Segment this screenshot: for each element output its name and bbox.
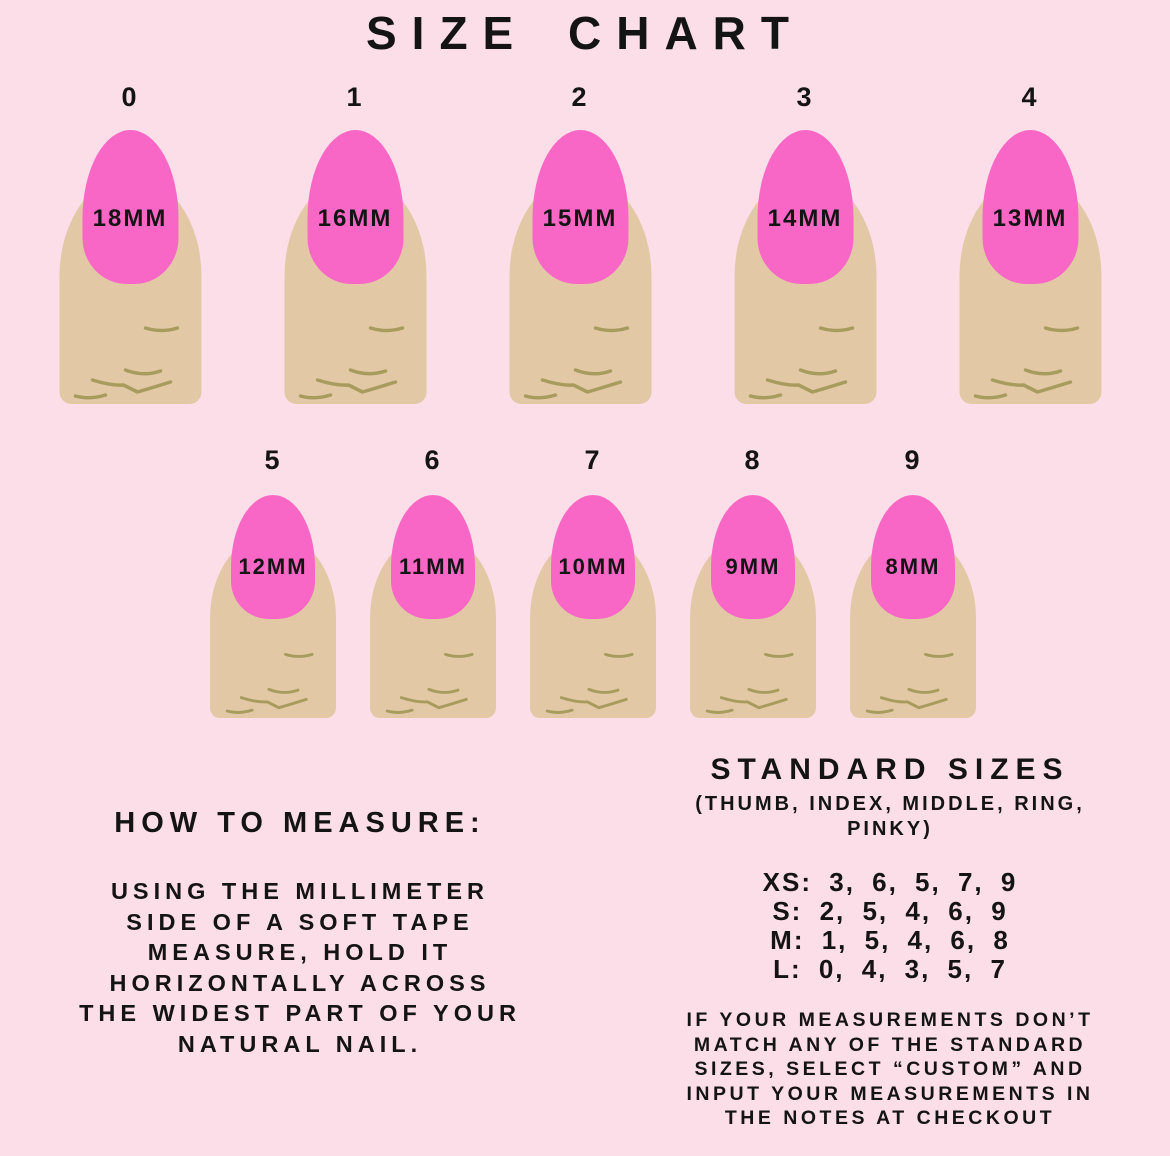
size-number: 0 — [121, 82, 139, 112]
finger-column-1 — [243, 80, 468, 404]
how-to-measure-body — [30, 876, 570, 1059]
size-number: 6 — [424, 445, 442, 475]
size-number: 3 — [796, 82, 814, 112]
finger-column-5 — [193, 443, 353, 718]
size-number: 5 — [264, 445, 282, 475]
finger-illustration — [280, 130, 430, 404]
custom-size-note-line: THE NOTES AT CHECKOUT — [724, 1107, 1056, 1129]
how-to-measure-line: MEASURE, HOLD IT — [147, 939, 453, 965]
finger-column-8 — [673, 443, 833, 718]
nail-size-label: 14MM — [767, 205, 843, 233]
finger-column-7 — [513, 443, 673, 718]
how-to-measure-line: THE WIDEST PART OF YOUR — [79, 1000, 521, 1026]
finger-column-0 — [18, 80, 243, 404]
how-to-measure-line: HORIZONTALLY ACROSS — [109, 969, 491, 996]
finger-crease-lines — [59, 282, 201, 402]
finger-column-3 — [693, 80, 918, 404]
standard-sizes-subheading-line: PINKY) — [847, 818, 933, 840]
finger-crease-lines — [850, 616, 976, 716]
custom-size-note — [630, 1008, 1150, 1131]
size-number: 1 — [346, 82, 364, 112]
finger-crease-lines — [690, 616, 816, 716]
nail-shape — [391, 495, 475, 619]
finger-column-9 — [833, 443, 993, 718]
finger-crease-lines — [370, 616, 496, 716]
nail-size-label: 18MM — [92, 205, 168, 233]
how-to-measure-line: SIDE OF A SOFT TAPE — [126, 908, 474, 935]
nail-shape — [757, 130, 853, 284]
standard-sizes-list — [630, 868, 1150, 984]
nail-shape — [551, 495, 635, 619]
standard-sizes-section — [630, 752, 1150, 1131]
finger-illustration — [206, 495, 340, 718]
finger-crease-lines — [284, 282, 426, 402]
finger-crease-lines — [509, 282, 651, 402]
custom-size-note-line: SIZES, SELECT “CUSTOM” AND — [694, 1058, 1086, 1080]
finger-illustration — [505, 130, 655, 404]
how-to-measure-line: USING THE MILLIMETER — [110, 878, 490, 904]
size-number: 2 — [571, 82, 589, 112]
nail-shape — [532, 130, 628, 284]
how-to-measure-section — [30, 806, 570, 1059]
size-number: 8 — [744, 445, 762, 475]
nail-size-label: 11MM — [399, 553, 467, 579]
nail-shape — [711, 495, 795, 619]
nail-size-label: 16MM — [317, 205, 393, 233]
nail-size-label: 9MM — [725, 553, 781, 579]
nail-shape — [82, 130, 178, 284]
standard-sizes-heading: STANDARD SIZES — [710, 753, 1070, 786]
nail-shape — [982, 130, 1078, 284]
finger-illustration — [366, 495, 500, 718]
finger-illustration — [846, 495, 980, 718]
finger-illustration — [686, 495, 820, 718]
finger-column-6 — [353, 443, 513, 718]
nail-shape — [231, 495, 315, 619]
nail-size-label: 10MM — [558, 553, 628, 579]
nail-size-label: 13MM — [992, 205, 1068, 233]
finger-row-1 — [18, 80, 1143, 404]
custom-size-note-line: MATCH ANY OF THE STANDARD — [693, 1033, 1087, 1056]
finger-row-2 — [193, 443, 993, 718]
nail-size-label: 12MM — [238, 553, 308, 579]
custom-size-note-line: IF YOUR MEASUREMENTS DON’T — [686, 1009, 1094, 1031]
size-number: 7 — [584, 445, 602, 475]
nail-size-label: 8MM — [885, 553, 941, 579]
finger-crease-lines — [210, 616, 336, 716]
finger-illustration — [730, 130, 880, 404]
how-to-measure-heading: HOW TO MEASURE: — [114, 807, 486, 839]
nail-shape — [307, 130, 403, 284]
nail-shape — [871, 495, 955, 619]
size-line-s: S: 2, 5, 4, 6, 9 — [772, 896, 1008, 926]
how-to-measure-line: NATURAL NAIL. — [177, 1030, 423, 1057]
finger-crease-lines — [530, 616, 656, 716]
standard-sizes-subheading-line: (THUMB, INDEX, MIDDLE, RING, — [695, 793, 1085, 815]
finger-column-2 — [468, 80, 693, 404]
standard-sizes-subheading — [630, 792, 1150, 842]
finger-column-4 — [918, 80, 1143, 404]
size-number: 9 — [904, 445, 922, 475]
finger-illustration — [55, 130, 205, 404]
page-title: SIZE CHART — [366, 7, 804, 59]
custom-size-note-line: INPUT YOUR MEASUREMENTS IN — [686, 1082, 1094, 1105]
finger-crease-lines — [734, 282, 876, 402]
finger-illustration — [955, 130, 1105, 404]
size-line-xs: XS: 3, 6, 5, 7, 9 — [762, 867, 1018, 897]
size-line-m: M: 1, 5, 4, 6, 8 — [770, 925, 1010, 955]
size-number: 4 — [1021, 82, 1039, 112]
size-line-l: L: 0, 4, 3, 5, 7 — [773, 954, 1007, 984]
nail-size-label: 15MM — [542, 205, 618, 233]
finger-illustration — [526, 495, 660, 718]
finger-crease-lines — [959, 282, 1101, 402]
